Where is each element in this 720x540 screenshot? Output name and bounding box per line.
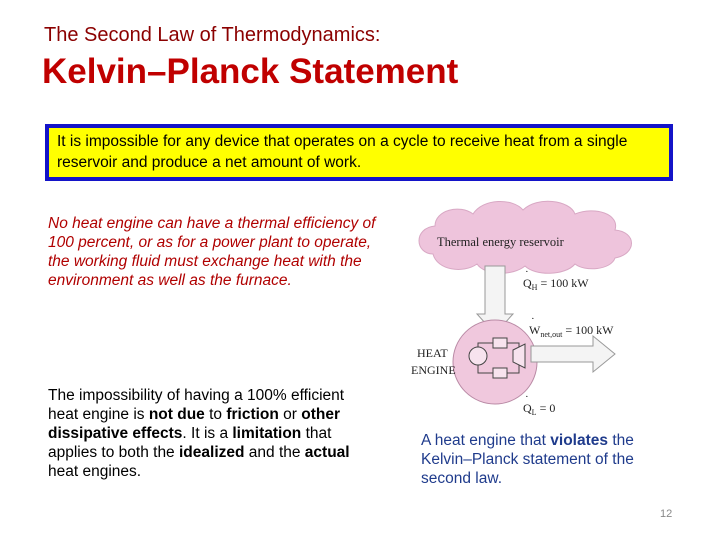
para2-bold-friction: friction <box>226 406 279 423</box>
para2-bold-dissipative: other dissipative effects <box>48 406 341 442</box>
statement-box <box>45 124 673 181</box>
para2-bold-idealized: idealized <box>179 444 245 461</box>
statement-text: It is impossible for any device that operates on a cycle to receive heat from a single reservoir and produce a net amount of work. <box>57 133 628 171</box>
qh-subscript: H <box>531 283 538 292</box>
impossibility-paragraph <box>48 386 378 481</box>
slide-title: Kelvin–Planck Statement <box>42 52 459 91</box>
ql-value: = 0 <box>536 401 556 415</box>
work-output-arrow <box>531 336 615 372</box>
qh-annotation <box>523 276 589 292</box>
para2-text: or <box>278 406 302 423</box>
ql-dot: · <box>525 391 529 403</box>
ql-symbol: Q <box>523 401 532 415</box>
para2-text: to <box>204 406 227 423</box>
caption-text: the Kelvin–Planck statement of the second law. <box>421 432 634 487</box>
qh-dot: · <box>525 266 529 278</box>
engine-label-line1: HEAT <box>417 346 448 360</box>
para2-text: heat engines. <box>48 463 142 480</box>
para2-bold-limitation: limitation <box>232 425 302 442</box>
page-number: 12 <box>660 508 673 520</box>
para2-text: that applies to both the <box>48 425 332 461</box>
para2-bold-not-due: not due <box>148 406 205 423</box>
caption-text: A heat engine that <box>421 432 551 449</box>
ql-annotation <box>523 401 555 417</box>
para2-text: The impossibility of having a 100% efficient heat engine is <box>48 387 345 423</box>
slide-subtitle: The Second Law of Thermodynamics: <box>44 24 381 46</box>
condenser-symbol <box>493 368 507 378</box>
ql-subscript: L <box>531 408 537 417</box>
para2-bold-actual: actual <box>304 444 350 461</box>
thermal-reservoir-cloud <box>419 201 632 273</box>
wnet-dot: · <box>531 313 535 325</box>
wnet-annotation <box>529 323 614 339</box>
para2-text: and the <box>244 444 305 461</box>
para2-text: . It is a <box>182 425 233 442</box>
wnet-symbol: W <box>529 323 541 337</box>
reservoir-label: Thermal energy reservoir <box>437 235 564 249</box>
qh-value: = 100 kW <box>537 276 589 290</box>
pump-symbol <box>469 347 487 365</box>
efficiency-paragraph: No heat engine can have a thermal efficiency of 100 percent, or as for a power plant to operate, the working fluid must exchange heat with the environment as well as the furnace. <box>48 215 376 289</box>
diagram-caption <box>421 431 681 488</box>
caption-bold-violates: violates <box>550 432 609 449</box>
heat-engine-diagram <box>405 196 665 426</box>
wnet-value: = 100 kW <box>562 323 614 337</box>
wnet-subscript: net,out <box>540 330 563 339</box>
boiler-symbol <box>493 338 507 348</box>
engine-label-line2: ENGINE <box>411 363 456 377</box>
qh-symbol: Q <box>523 276 532 290</box>
